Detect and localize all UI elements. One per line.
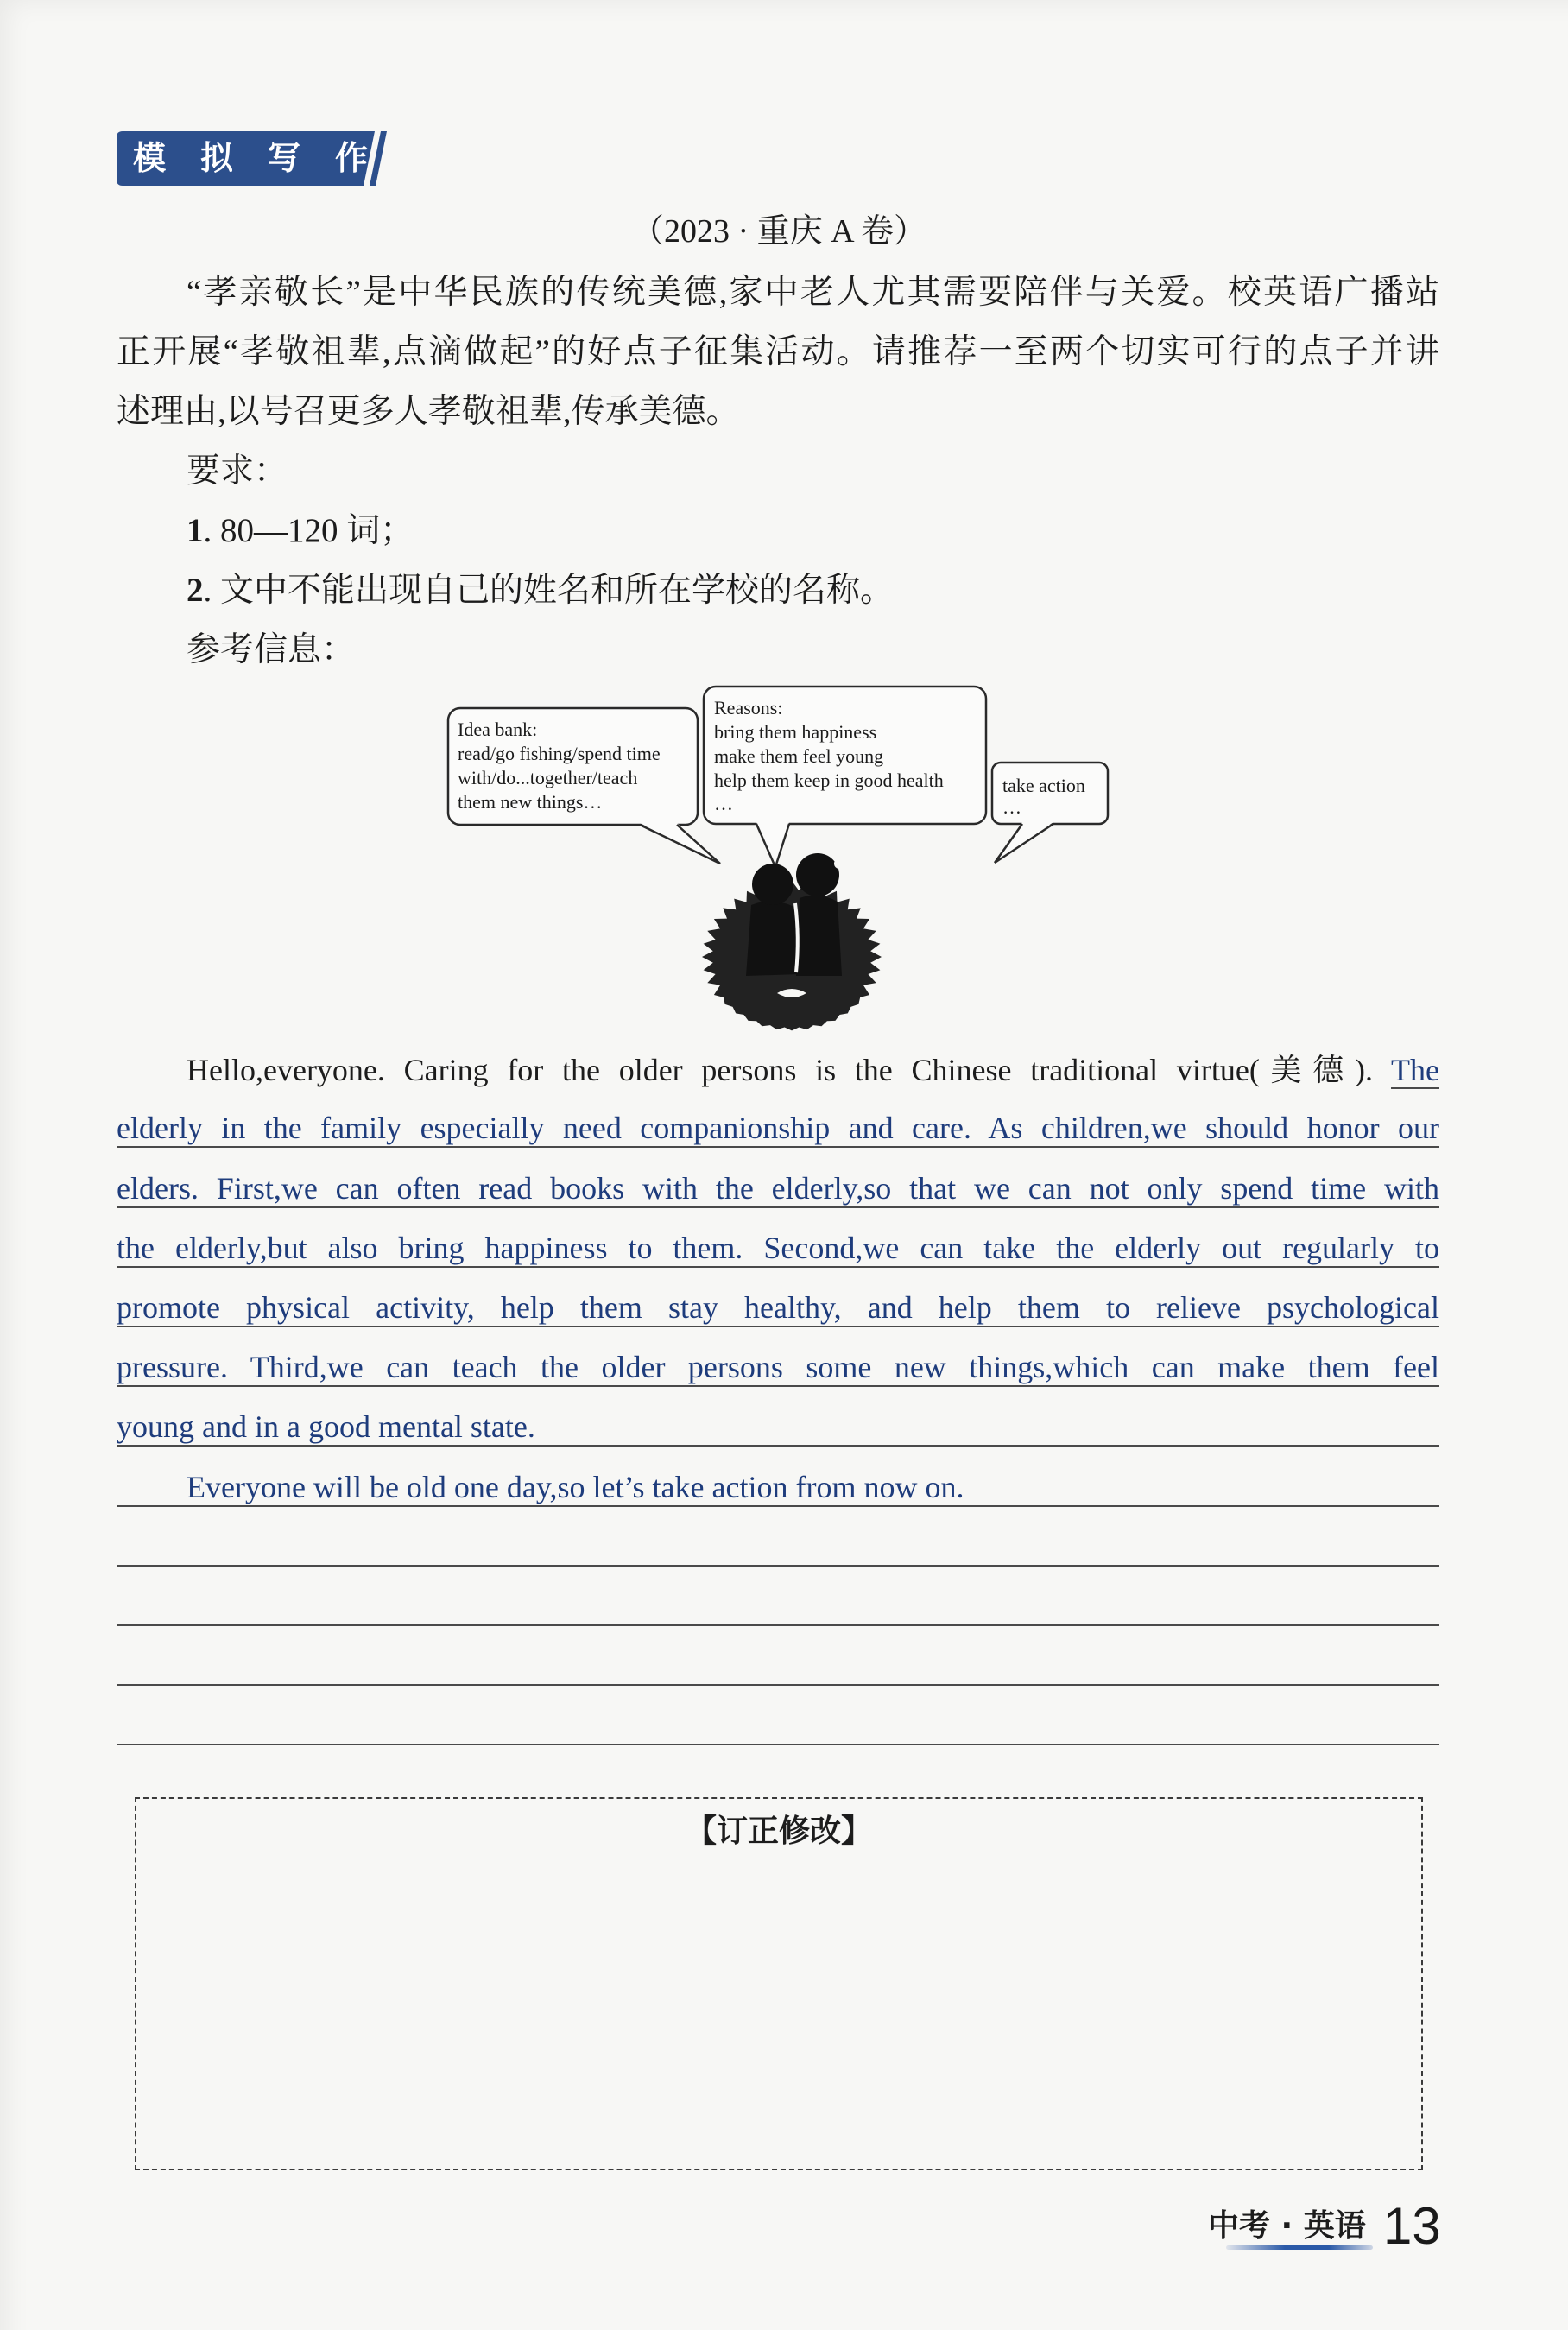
essay-row-text [117, 1054, 1439, 1086]
answer-text: young and in a good mental state. [117, 1409, 535, 1445]
requirement-text: . 文中不能出现自己的姓名和所在学校的名称。 [203, 572, 895, 609]
correction-title: 【订正修改】 [685, 1814, 872, 1849]
blank-writing-line [117, 1567, 1439, 1626]
backlight-spot [834, 858, 844, 869]
answer-text: elders. First,we can often read books with the elderly,so that we can not only spend time with [117, 1170, 1439, 1206]
blank-writing-line [117, 1686, 1439, 1745]
requirements-label: 要求： [187, 453, 288, 490]
page-number: 13 [1383, 2197, 1441, 2255]
correction-box [135, 1797, 1423, 2170]
reference-label: 参考信息： [187, 631, 356, 668]
answer-text: promote physical activity, help them stay healthy, and help them to relieve psychological [117, 1289, 1439, 1325]
left-child-body [746, 901, 800, 976]
answer-text: The [1391, 1053, 1439, 1088]
essay-row [117, 1208, 1439, 1268]
prompt-line-1: “孝亲敬长”是中华民族的传统美德,家中老人尤其需要陪伴与关爱。校英语广播站 [187, 274, 1439, 311]
requirement-item-1 [187, 501, 414, 560]
idea-bank-line: them new things… [458, 791, 603, 813]
reasons-line: Reasons: [714, 697, 783, 719]
exam-source: （2023 · 重庆 A 卷） [630, 213, 926, 250]
reasons-bubble [704, 687, 986, 867]
reasons-line: bring them happiness [714, 721, 877, 743]
page-footer [1192, 2194, 1442, 2263]
reasons-line: … [714, 793, 733, 814]
answer-text: the elderly,but also bring happiness to them. Second,we can take the elderly out regularly to [117, 1230, 1439, 1265]
right-child-body [796, 896, 842, 976]
reference-illustration [414, 674, 1140, 1054]
reasons-line: help them keep in good health [714, 769, 944, 791]
backlight-spot [740, 870, 749, 878]
footer-subject: 中考 · 英语 [1208, 2208, 1366, 2244]
essay-row [117, 1029, 1439, 1088]
essay-row [117, 1148, 1439, 1207]
essay-row [117, 1088, 1439, 1148]
idea-bank-bubble [448, 708, 720, 864]
essay-row [117, 1447, 1439, 1506]
section-badge-title: 模拟写作 [133, 139, 403, 177]
answer-text: elderly in the family especially need companionship and care. As children,we should honor our [117, 1111, 1439, 1146]
blank-writing-line [117, 1507, 1439, 1567]
essay-row [117, 1327, 1439, 1387]
idea-bank-line: read/go fishing/spend time [458, 743, 661, 764]
idea-bank-line: Idea bank: [458, 719, 538, 740]
prompt-line-2: 正开展“孝敬祖辈,点滴做起”的好点子征集活动。请推荐一至两个切实可行的点子并讲 [117, 333, 1439, 370]
footer-underline [1226, 2245, 1373, 2250]
take-action-line: take action [1002, 775, 1085, 796]
essay-row [117, 1387, 1439, 1447]
requirement-number: 2 [187, 572, 204, 609]
take-action-line: … [1002, 796, 1021, 818]
essay-row [117, 1268, 1439, 1327]
take-action-bubble [992, 763, 1108, 863]
right-child-head [796, 853, 839, 896]
requirement-text: . 80—120 词； [203, 512, 414, 549]
idea-bank-line: with/do...together/teach [458, 767, 638, 788]
answer-text: pressure. Third,we can teach the older persons some new things,which can make them feel [117, 1350, 1439, 1385]
requirement-item-2 [187, 560, 894, 620]
blank-writing-line [117, 1626, 1439, 1686]
given-opening-text: Hello,everyone. Caring for the older persons is the Chinese traditional virtue(美德). [187, 1053, 1392, 1088]
reasons-line: make them feel young [714, 745, 884, 767]
left-child-head [752, 864, 793, 905]
requirement-number: 1 [187, 512, 204, 549]
essay-writing-area [117, 1029, 1439, 1745]
answer-text: Everyone will be old one day,so let’s take action from now on. [187, 1469, 964, 1504]
prompt-line-3: 述理由,以号召更多人孝敬祖辈,传承美德。 [117, 393, 740, 430]
children-silhouette-image [702, 853, 882, 1030]
